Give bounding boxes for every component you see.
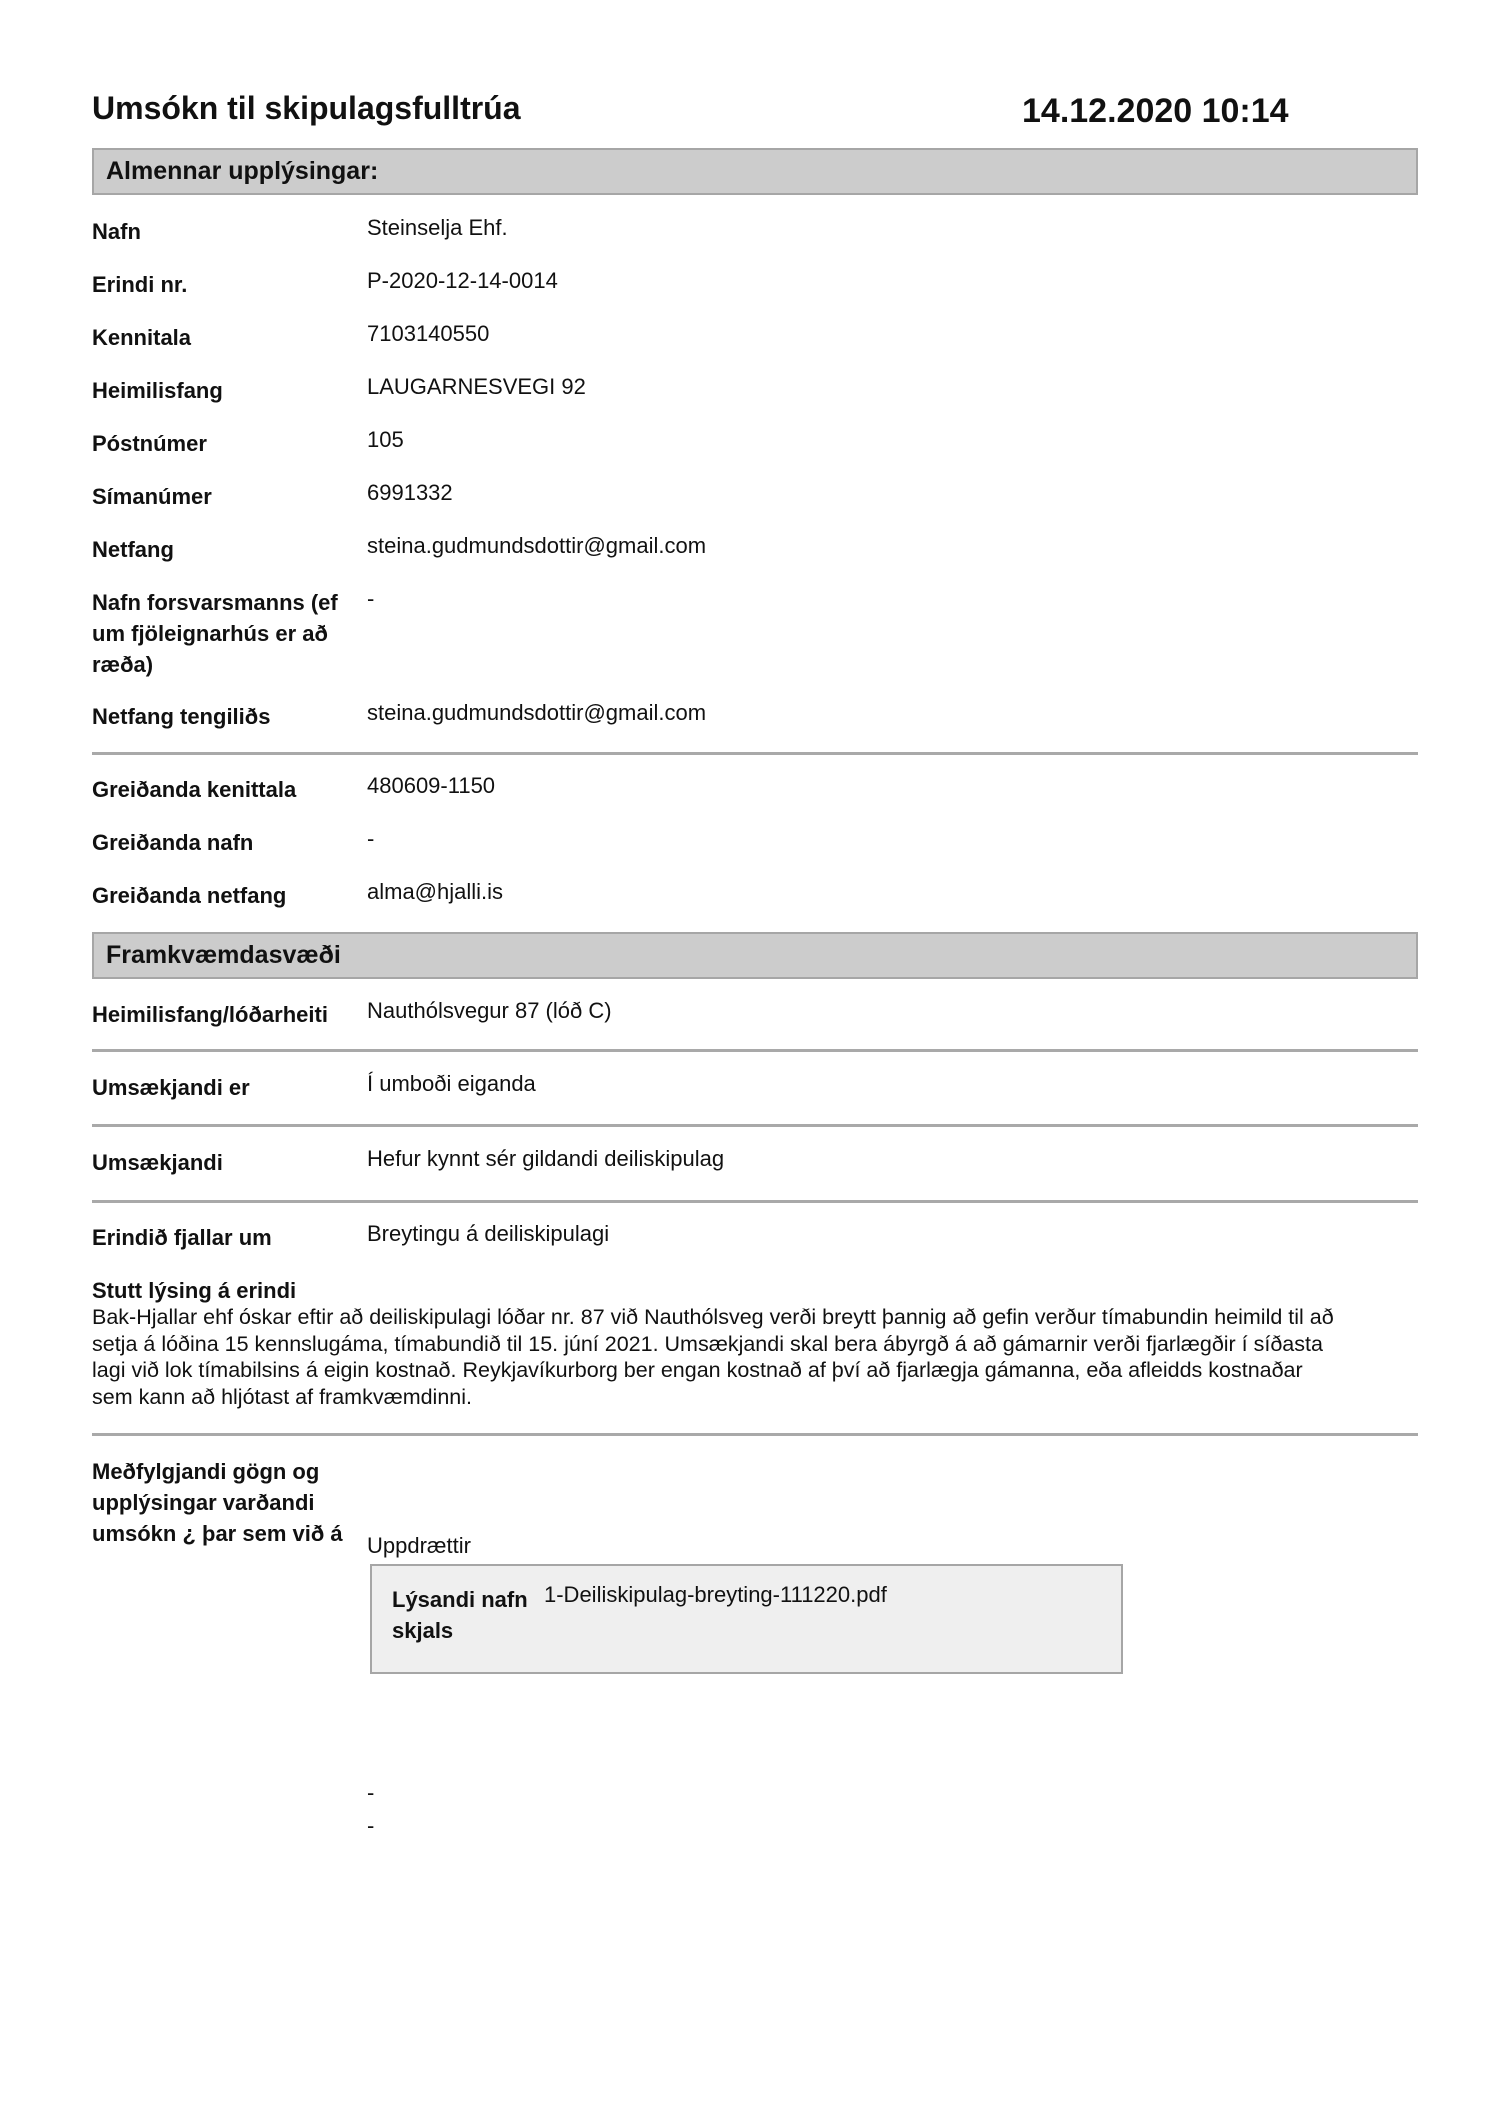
field-value: 480609-1150 <box>367 773 496 798</box>
field-value: alma@hjalli.is <box>367 879 504 904</box>
field-label: Greiðanda kenittala <box>92 777 297 802</box>
description-line: Bak-Hjallar ehf óskar eftir að deiliskipulagi lóðar nr. 87 við Nauthólsveg verði breytt þannig að gefin verður tímabundin heimild til að <box>92 1305 1334 1329</box>
field-value: steina.gudmundsdottir@gmail.com <box>367 533 707 558</box>
submission-datetime: 14.12.2020 10:14 <box>1022 92 1289 130</box>
attachments-extra-value: - <box>367 1813 375 1838</box>
field-label: Umsækjandi <box>92 1150 223 1175</box>
field-value: Breytingu á deiliskipulagi <box>367 1221 610 1246</box>
field-value: P-2020-12-14-0014 <box>367 268 558 293</box>
attachment-file-box <box>370 1564 1123 1674</box>
section-header-site: Framkvæmdasvæði <box>92 932 1418 979</box>
description-line: setja á lóðina 15 kennslugáma, tímabundið til 15. júní 2021. Umsækjandi skal bera ábyrgð á að gámarnir verði fjarlægðir í síðasta <box>92 1331 1323 1356</box>
field-label: Greiðanda netfang <box>92 883 287 908</box>
field-label: Símanúmer <box>92 484 212 509</box>
field-label: Greiðanda nafn <box>92 830 254 855</box>
field-label: Netfang tengiliðs <box>92 704 271 729</box>
field-value: Hefur kynnt sér gildandi deiliskipulag <box>367 1146 725 1171</box>
field-label: Heimilisfang <box>92 378 223 403</box>
field-label: Erindi nr. <box>92 272 188 297</box>
file-name-link[interactable]: 1-Deiliskipulag-breyting-111220.pdf <box>544 1582 887 1607</box>
field-value: Í umboði eiganda <box>367 1071 536 1096</box>
divider <box>92 1200 1418 1203</box>
field-label: Nafn forsvarsmanns (ef um fjöleignarhús er að ræða) <box>92 590 338 677</box>
description-line: sem kann að hljótast af framkvæmdinni. <box>92 1384 472 1409</box>
description-title: Stutt lýsing á erindi <box>92 1278 297 1303</box>
field-value: 6991332 <box>367 480 453 505</box>
field-label: Kennitala <box>92 325 192 350</box>
divider <box>92 1433 1418 1436</box>
field-label: Umsækjandi er <box>92 1075 250 1100</box>
file-name-label: Lýsandi nafn skjals <box>392 1587 528 1643</box>
description-block <box>92 1278 1418 1410</box>
field-value: - <box>367 586 375 611</box>
field-value: Steinselja Ehf. <box>367 215 508 240</box>
field-label: Meðfylgjandi gögn og upplýsingar varðandi umsókn ¿ þar sem við á <box>92 1459 343 1546</box>
page-title: Umsókn til skipulagsfulltrúa <box>92 90 521 126</box>
field-label: Póstnúmer <box>92 431 207 456</box>
attachments-subheading: Uppdrættir <box>367 1533 471 1558</box>
divider <box>92 1049 1418 1052</box>
field-value: LAUGARNESVEGI 92 <box>367 374 586 399</box>
field-label: Nafn <box>92 219 141 244</box>
field-label: Erindið fjallar um <box>92 1225 272 1250</box>
field-value: steina.gudmundsdottir@gmail.com <box>367 700 707 725</box>
field-label: Netfang <box>92 537 174 562</box>
divider <box>92 1124 1418 1127</box>
field-value: Nauthólsvegur 87 (lóð C) <box>367 998 612 1023</box>
field-value: 105 <box>367 427 404 452</box>
attachments-extra-value: - <box>367 1780 375 1805</box>
field-label: Heimilisfang/lóðarheiti <box>92 1002 328 1027</box>
section-header-general: Almennar upplýsingar: <box>92 148 1418 195</box>
divider <box>92 752 1418 755</box>
field-value: - <box>367 826 375 851</box>
description-line: lagi við lok tímabilsins á eigin kostnað. Reykjavíkurborg ber engan kostnað af því að fjarlægja gámanna, eða afleidds kostnaðar <box>92 1358 1303 1382</box>
field-value: 7103140550 <box>367 321 490 346</box>
